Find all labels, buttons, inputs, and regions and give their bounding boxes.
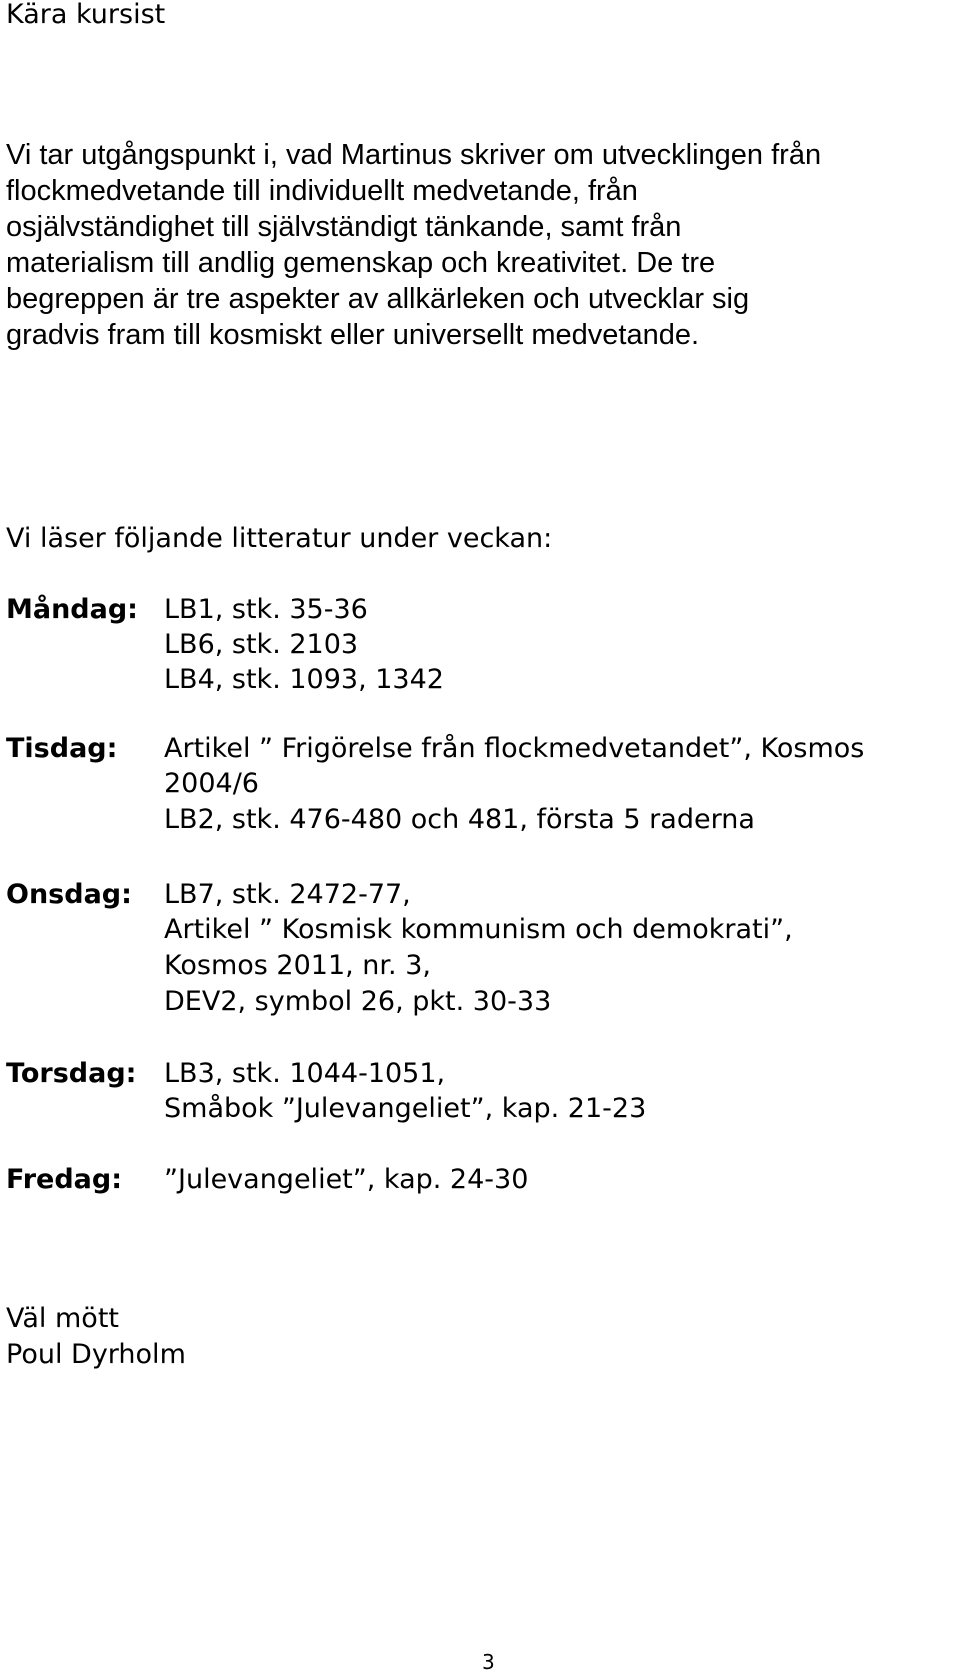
reading-item: Kosmos 2011, nr. 3, <box>164 950 431 981</box>
page-number: 3 <box>482 1650 495 1674</box>
intro-line: gradvis fram till kosmiskt eller universellt medvetande. <box>6 319 700 351</box>
reading-item: Artikel ” Frigörelse från flockmedvetandet”, Kosmos <box>164 733 865 764</box>
intro-line: osjälvständighet till självständigt tänkande, samt från <box>6 211 682 243</box>
reading-item: ”Julevangeliet”, kap. 24-30 <box>164 1164 529 1195</box>
reading-intro: Vi läser följande litteratur under veckan: <box>6 523 553 554</box>
reading-item: LB2, stk. 476-480 och 481, första 5 raderna <box>164 804 755 835</box>
intro-line: flockmedvetande till individuellt medvetande, från <box>6 175 638 207</box>
greeting: Kära kursist <box>6 0 166 30</box>
closing-greeting: Väl mött <box>6 1303 119 1334</box>
reading-item: Artikel ” Kosmisk kommunism och demokrati”, <box>164 914 793 945</box>
reading-item: Småbok ”Julevangeliet”, kap. 21-23 <box>164 1093 647 1124</box>
reading-item: 2004/6 <box>164 768 259 799</box>
reading-item: LB4, stk. 1093, 1342 <box>164 664 444 695</box>
reading-item: LB1, stk. 35-36 <box>164 594 368 625</box>
day-label: Tisdag: <box>6 733 118 764</box>
reading-item: LB3, stk. 1044-1051, <box>164 1058 446 1089</box>
day-label: Torsdag: <box>6 1058 137 1089</box>
day-label: Måndag: <box>6 594 138 625</box>
day-label: Fredag: <box>6 1164 123 1195</box>
day-label: Onsdag: <box>6 879 132 910</box>
signature-name: Poul Dyrholm <box>6 1339 186 1370</box>
reading-item: LB6, stk. 2103 <box>164 629 359 660</box>
intro-line: Vi tar utgångspunkt i, vad Martinus skriver om utvecklingen från <box>6 139 822 171</box>
intro-line: materialism till andlig gemenskap och kreativitet. De tre <box>6 247 716 279</box>
intro-line: begreppen är tre aspekter av allkärleken och utvecklar sig <box>6 283 750 315</box>
reading-item: DEV2, symbol 26, pkt. 30-33 <box>164 986 552 1017</box>
reading-item: LB7, stk. 2472-77, <box>164 879 411 910</box>
